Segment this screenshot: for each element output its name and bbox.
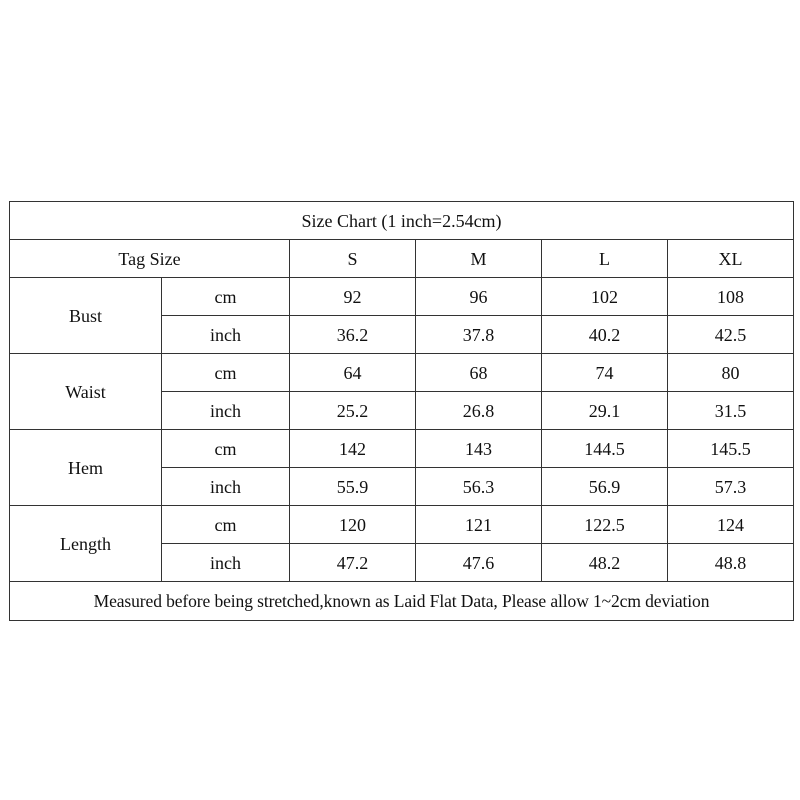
unit-label: inch bbox=[162, 468, 290, 506]
value-cell: 55.9 bbox=[290, 468, 416, 506]
measure-label-waist: Waist bbox=[10, 354, 162, 430]
value-cell: 120 bbox=[290, 506, 416, 544]
unit-label: cm bbox=[162, 278, 290, 316]
value-cell: 56.3 bbox=[416, 468, 542, 506]
value-cell: 29.1 bbox=[542, 392, 668, 430]
table-row bbox=[10, 278, 794, 316]
size-header-m: M bbox=[416, 240, 542, 278]
value-cell: 124 bbox=[668, 506, 794, 544]
value-cell: 64 bbox=[290, 354, 416, 392]
unit-label: inch bbox=[162, 316, 290, 354]
value-cell: 36.2 bbox=[290, 316, 416, 354]
value-cell: 144.5 bbox=[542, 430, 668, 468]
size-header-s: S bbox=[290, 240, 416, 278]
value-cell: 96 bbox=[416, 278, 542, 316]
value-cell: 143 bbox=[416, 430, 542, 468]
measure-label-hem: Hem bbox=[10, 430, 162, 506]
unit-label: inch bbox=[162, 392, 290, 430]
table-row bbox=[10, 430, 794, 468]
measure-label-bust: Bust bbox=[10, 278, 162, 354]
value-cell: 56.9 bbox=[542, 468, 668, 506]
footer-row bbox=[10, 582, 794, 621]
tag-size-header: Tag Size bbox=[10, 240, 290, 278]
header-row bbox=[10, 240, 794, 278]
value-cell: 145.5 bbox=[668, 430, 794, 468]
value-cell: 48.8 bbox=[668, 544, 794, 582]
value-cell: 40.2 bbox=[542, 316, 668, 354]
value-cell: 122.5 bbox=[542, 506, 668, 544]
value-cell: 57.3 bbox=[668, 468, 794, 506]
chart-title: Size Chart (1 inch=2.54cm) bbox=[10, 202, 794, 240]
value-cell: 80 bbox=[668, 354, 794, 392]
footer-note: Measured before being stretched,known as Laid Flat Data, Please allow 1~2cm deviation bbox=[10, 582, 794, 621]
size-chart-table bbox=[9, 201, 794, 621]
value-cell: 121 bbox=[416, 506, 542, 544]
table-row bbox=[10, 506, 794, 544]
title-row bbox=[10, 202, 794, 240]
measure-label-length: Length bbox=[10, 506, 162, 582]
value-cell: 47.2 bbox=[290, 544, 416, 582]
table-row bbox=[10, 354, 794, 392]
value-cell: 48.2 bbox=[542, 544, 668, 582]
value-cell: 68 bbox=[416, 354, 542, 392]
unit-label: inch bbox=[162, 544, 290, 582]
size-header-xl: XL bbox=[668, 240, 794, 278]
value-cell: 42.5 bbox=[668, 316, 794, 354]
value-cell: 108 bbox=[668, 278, 794, 316]
value-cell: 31.5 bbox=[668, 392, 794, 430]
value-cell: 37.8 bbox=[416, 316, 542, 354]
value-cell: 92 bbox=[290, 278, 416, 316]
value-cell: 142 bbox=[290, 430, 416, 468]
value-cell: 26.8 bbox=[416, 392, 542, 430]
value-cell: 74 bbox=[542, 354, 668, 392]
value-cell: 25.2 bbox=[290, 392, 416, 430]
value-cell: 47.6 bbox=[416, 544, 542, 582]
value-cell: 102 bbox=[542, 278, 668, 316]
unit-label: cm bbox=[162, 354, 290, 392]
size-header-l: L bbox=[542, 240, 668, 278]
unit-label: cm bbox=[162, 430, 290, 468]
unit-label: cm bbox=[162, 506, 290, 544]
